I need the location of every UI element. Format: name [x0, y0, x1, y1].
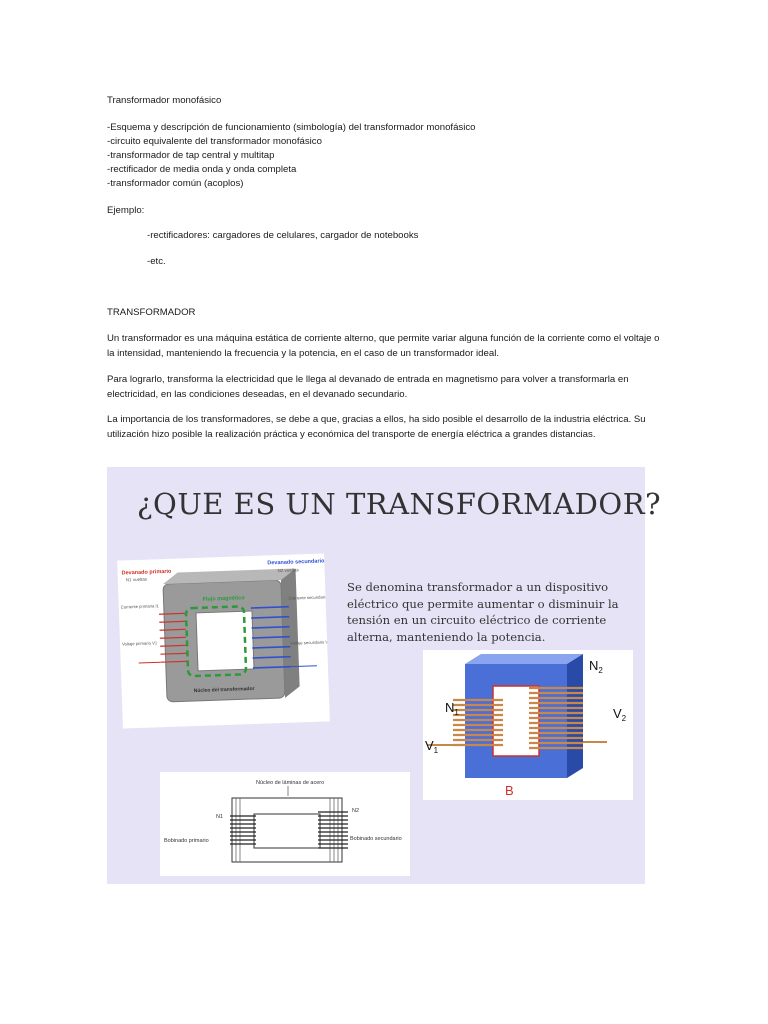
- secondary-coil: [529, 688, 583, 748]
- primary-turns: N1 vueltas: [125, 576, 148, 583]
- topic-item: -circuito equivalente del transformador monofásico: [107, 136, 322, 147]
- blue-core-diagram: [423, 650, 633, 800]
- paragraph: Para lograrlo, transforma la electricidad que le llega al devanado de entrada en magnetismo para volver a transformarla en electricidad, en las condiciones deseadas, en el devanado secundario.: [107, 374, 629, 400]
- core-window: [254, 814, 320, 848]
- secondary-winding-label: Bobinado secundario: [350, 836, 402, 842]
- steel-core-label: Núcleo de láminas de acero: [256, 780, 325, 786]
- v2-letter: V: [613, 706, 622, 721]
- current2-label: Corriente secundaria I2: [288, 594, 330, 601]
- core-label: Núcleo del transformador: [193, 685, 255, 695]
- laminated-core-diagram-svg: [160, 772, 410, 876]
- figure-description: Se denomina transformador a un dispositivo eléctrico que permite aumentar o disminuir la tensión en un circuito eléctrico de corriente alterna, manteniendo la potencia.: [347, 580, 619, 644]
- v1-label: [425, 738, 439, 755]
- paragraph: Un transformador es una máquina estática de corriente alterno, que permite variar alguna función de la corriente como el voltaje o la intensidad, manteniendo la frecuencia y la potencia, en el caso de un transformador ideal.: [107, 333, 660, 359]
- v2-label: [613, 706, 627, 723]
- n2-letter: N: [589, 658, 599, 673]
- core-diagram-svg: [117, 553, 330, 728]
- primary-winding-label: Bobinado primario: [164, 838, 209, 844]
- topic-item: -rectificador de media onda y onda completa: [107, 164, 297, 175]
- primary-winding: [230, 816, 256, 844]
- example-item: -etc.: [147, 256, 166, 267]
- topic-item: -Esquema y descripción de funcionamiento (simbología) del transformador monofásico: [107, 122, 476, 133]
- blue-core-diagram-svg: [423, 650, 633, 800]
- current1-label: Corriente primaria I1: [120, 603, 159, 610]
- example-label: Ejemplo:: [107, 205, 145, 216]
- core-top-face: [465, 654, 583, 664]
- voltage2-label: Voltaje secundario V2: [290, 639, 330, 646]
- core-laminations: [236, 798, 338, 862]
- b-label: B: [505, 783, 514, 798]
- n2-label: N2: [352, 808, 360, 814]
- v1-subscript: 1: [433, 746, 439, 755]
- core-diagram: [117, 553, 330, 728]
- figure-title: ¿QUE ES UN TRANSFORMADOR?: [137, 487, 662, 521]
- v1-letter: V: [425, 738, 434, 753]
- example-item: -rectificadores: cargadores de celulares, cargador de notebooks: [147, 230, 419, 241]
- n1-label: N1: [216, 814, 224, 820]
- secondary-turns: N2 vueltas: [277, 567, 299, 574]
- n1-letter: N: [445, 700, 455, 715]
- core-side-face: [567, 654, 583, 778]
- primary-lead: [139, 662, 161, 663]
- secondary-label: Devanado secundario: [267, 558, 325, 567]
- doc-heading: Transformador monofásico: [107, 95, 222, 106]
- n1-label: [445, 700, 459, 717]
- flux-label: Flujo magnético: [202, 595, 245, 603]
- core-outer: [232, 798, 342, 862]
- voltage1-label: Voltaje primario V1: [121, 640, 158, 647]
- primary-label: Devanado primario: [121, 568, 172, 577]
- topic-item: -transformador común (acoplos): [107, 178, 244, 189]
- n1-subscript: 1: [454, 708, 459, 717]
- transformer-figure: [107, 467, 662, 884]
- n2-label: [589, 658, 603, 675]
- paragraph: La importancia de los transformadores, se debe a que, gracias a ellos, ha sido posible el desarrollo de la industria eléctrica. Su utilización hizo posible la realización práctica y económica del transporte de energía eléctrica a grandes distancias.: [107, 414, 646, 440]
- secondary-winding: [318, 812, 348, 848]
- n2-subscript: 2: [598, 666, 603, 675]
- section-title: TRANSFORMADOR: [107, 307, 196, 318]
- v2-subscript: 2: [621, 714, 627, 723]
- topic-item: -transformador de tap central y multitap: [107, 150, 275, 161]
- laminated-core-diagram: [160, 772, 410, 876]
